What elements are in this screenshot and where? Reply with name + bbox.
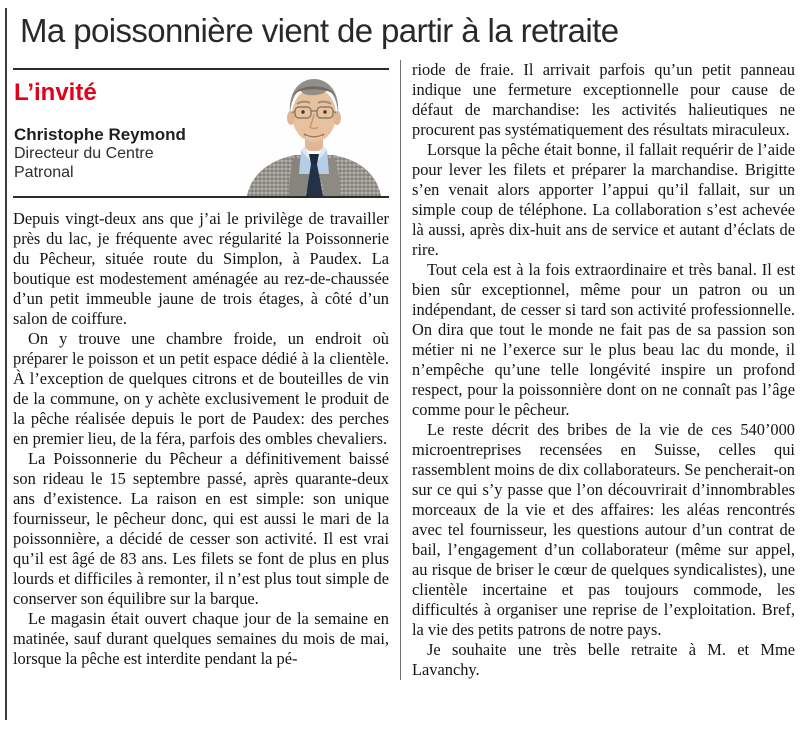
paragraph: La Poissonnerie du Pêcheur a définitivement baissé son rideau le 15 septembre passé, après quarante-deux ans d’existence. La raison en est simple: son unique fournisseur, le pêcheur donc, qui est aussi le mari de la poissonnière, a décidé de cesser son activité. Il est vrai qu’il est âgé de 83 ans. Les filets se font de plus en plus lourds et difficiles à remonter, il n’est plus tout simple de conserver son équilibre sur la barque. [13, 449, 389, 608]
author-name: Christophe Reymond [14, 125, 186, 144]
article-columns [13, 60, 796, 680]
paragraph: Je souhaite une très belle retraite à M. et Mme Lavanchy. [412, 640, 795, 679]
paragraph: Depuis vingt-deux ans que j’ai le privilège de travailler près du lac, je fréquente avec régularité la Poissonnerie du Pêcheur, située route du Simplon, à Paudex. La boutique est modestement aménagée au rez-de-chaussée d’un petit immeuble jaune de trois étages, à côté d’un salon de coiffure. [13, 209, 389, 328]
author-role: Directeur du Centre Patronal [14, 145, 154, 181]
invite-header-box [13, 68, 389, 198]
paragraph: Le reste décrit des bribes de la vie de ces 540’000 microentreprises recensées en Suisse, celles qui rassemblent moins de dix collaborateurs. Se pencherait-on sur ce qui s’y passe que l’on découvrirait d’innombrables morceaux de la vie et des affaires: les aléas rencontrés avec tel fournisseur, les questions autour d’un contrat de bail, l’engagement d’un collaborateur (même sur appel, au risque de briser le cœur de quelques syndicalistes), une clientèle incertaine et pas toujours commode, les difficultés à organiser une reprise de l’exploitation. Bref, la vie des petits patrons de notre pays. [412, 420, 795, 639]
column-divider-rule [400, 60, 401, 680]
section-kicker: L’invité [14, 79, 97, 106]
article-body-left [13, 209, 389, 669]
paragraph: On y trouve une chambre froide, un endroit où préparer le poisson et un petit espace dédié à la clientèle. À l’exception de quelques citrons et de bouteilles de vin de la commune, on y achète exclusivement le produit de la pêche réalisée depuis le port de Paudex: des perches en premier lieu, de la féra, parfois des ombles chevaliers. [13, 329, 389, 448]
paragraph: Tout cela est à la fois extraordinaire et très banal. Il est bien sûr exceptionnel, même pour un patron ou un indépendant, de cesser si tard son activité professionnelle. On dira que tout le monde ne fait pas de sa passion son métier ni ne l’exerce sur le plus beau lac du monde, il n’empêche qu’une telle longévité inspire un profond respect, pour la poissonnière dont on ne connaît pas l’âge comme pour le pêcheur. [412, 260, 795, 419]
column-left [13, 60, 389, 680]
paragraph: Le magasin était ouvert chaque jour de la semaine en matinée, sauf durant quelques semaines du mois de mai, lorsque la pêche est interdite pendant la pé- [13, 609, 389, 668]
invite-text-block [13, 70, 186, 196]
page-left-rule [5, 8, 7, 720]
column-right [412, 60, 796, 680]
author-portrait-photo [239, 70, 389, 196]
page-title: Ma poissonnière vient de partir à la retraite [20, 12, 619, 49]
paragraph-continuation: riode de fraie. Il arrivait parfois qu’un petit panneau indique une fermeture exceptionnelle pour cause de défaut de marchandise: les activités halieutiques ne procurent pas systématiquement des résultats miraculeux. [412, 60, 795, 139]
paragraph: Lorsque la pêche était bonne, il fallait requérir de l’aide pour lever les filets et préparer la marchandise. Brigitte s’en venait alors apporter l’appui qu’il fallait, sur un simple coup de téléphone. La collaboration s’est achevée là aussi, après dix-huit ans de service et autant d’éclats de rire. [412, 140, 795, 259]
